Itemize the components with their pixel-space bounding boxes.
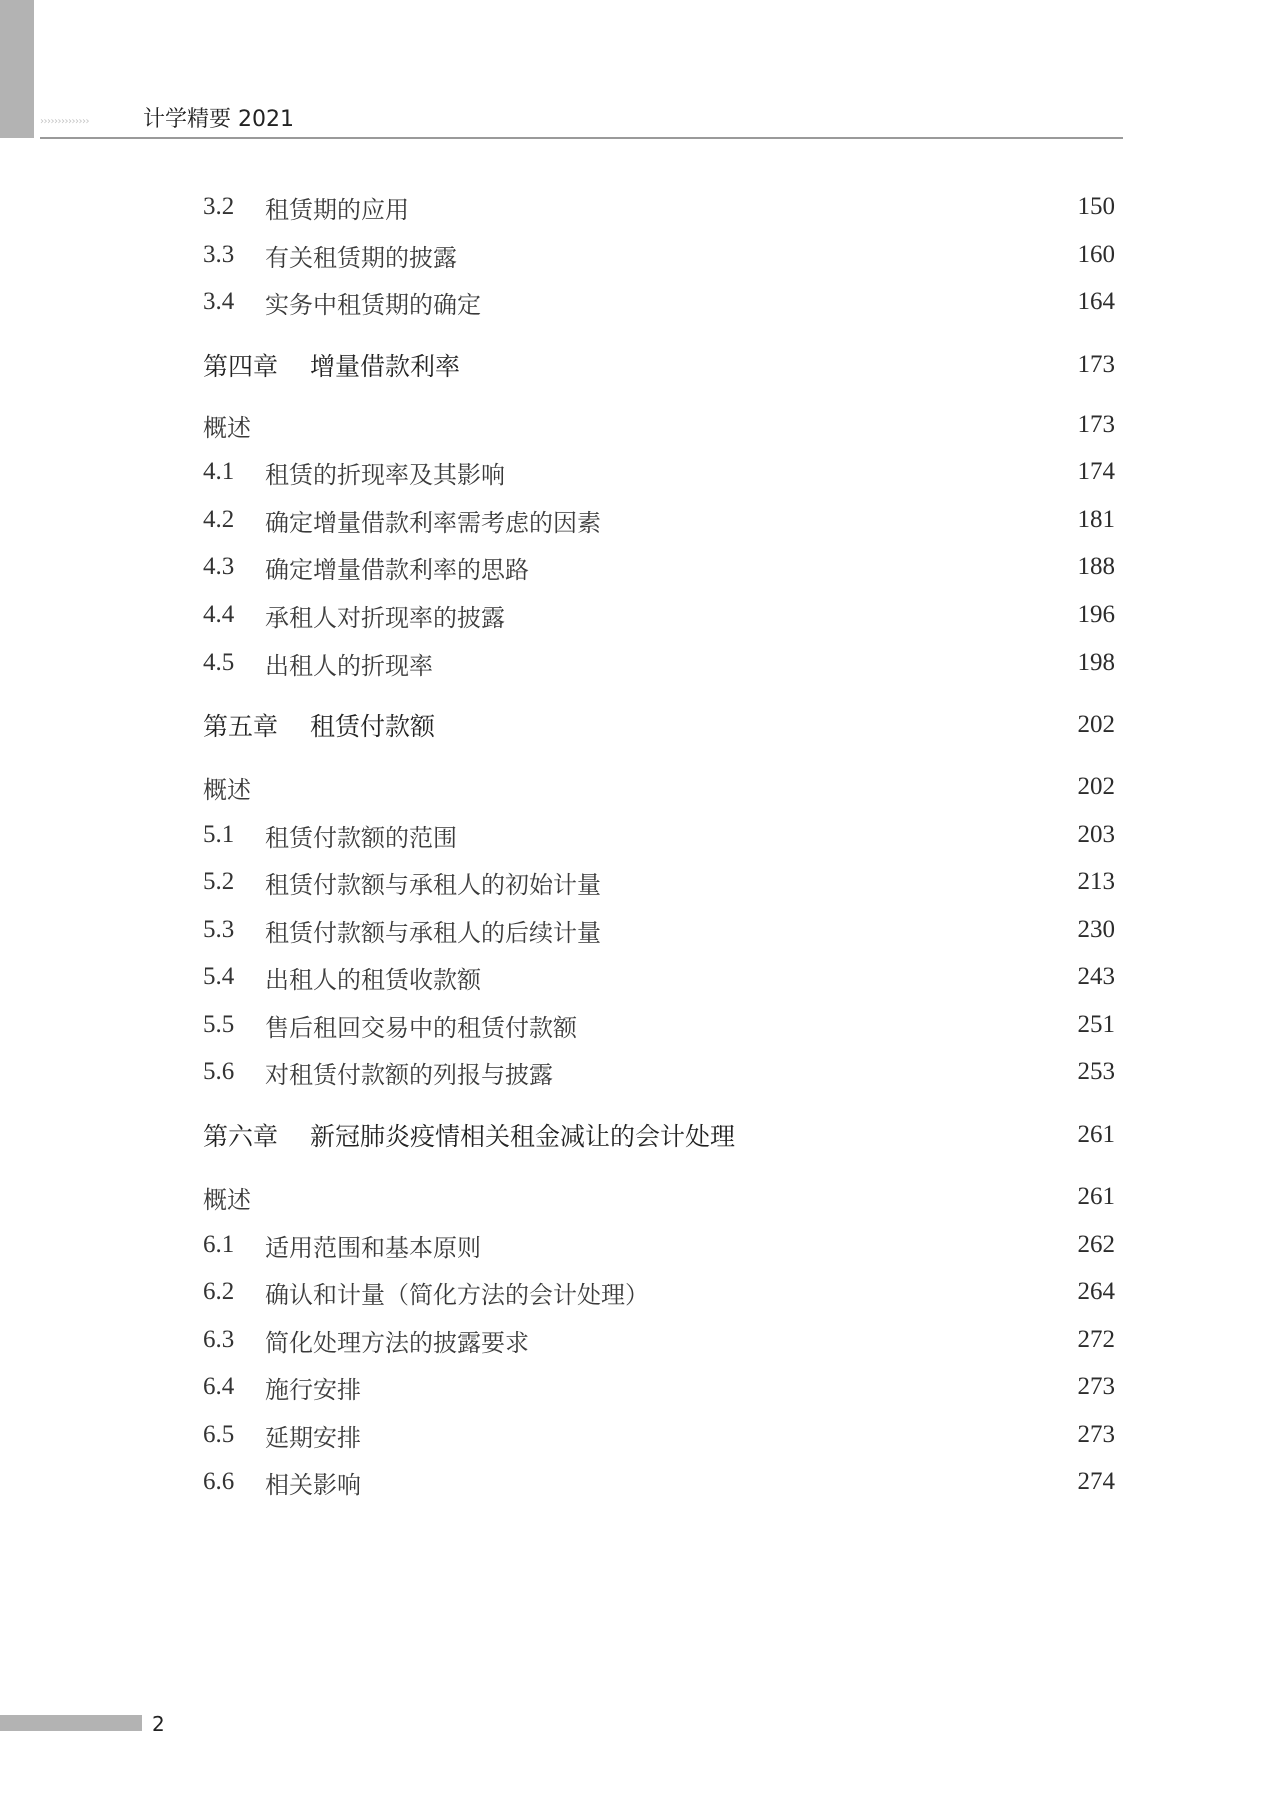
toc-section-number: 4.4 [203, 601, 235, 628]
toc-page-number: 272 [1077, 1326, 1115, 1353]
toc-page-number: 264 [1077, 1278, 1115, 1305]
side-tab-decoration [0, 0, 34, 138]
toc-section-number: 3.4 [203, 288, 235, 315]
toc-page-number: 173 [1077, 351, 1115, 378]
toc-entry-title: 新冠肺炎疫情相关租金减让的会计处理 [310, 1122, 736, 1151]
toc-section-number: 4.2 [203, 506, 235, 533]
toc-section-number: 5.4 [203, 963, 235, 990]
toc-page-number: 202 [1077, 773, 1115, 800]
toc-entry-title: 相关影响 [265, 1470, 361, 1499]
toc-page-number: 181 [1077, 506, 1115, 533]
toc-entry-title: 租赁付款额与承租人的初始计量 [265, 870, 601, 899]
toc-page-number: 251 [1077, 1011, 1115, 1038]
toc-entry-title: 租赁期的应用 [265, 195, 409, 224]
toc-entry-title: 租赁付款额的范围 [265, 823, 457, 852]
toc-section-entry[interactable] [203, 1370, 1115, 1404]
toc-entry-title: 实务中租赁期的确定 [265, 290, 481, 319]
toc-chapter-entry[interactable] [203, 348, 1115, 382]
toc-section-entry[interactable] [203, 1465, 1115, 1499]
toc-section-entry[interactable] [203, 1228, 1115, 1262]
toc-section-entry[interactable] [203, 960, 1115, 994]
toc-section-entry[interactable] [203, 1418, 1115, 1452]
toc-entry-title: 售后租回交易中的租赁付款额 [265, 1013, 577, 1042]
toc-overview-entry[interactable] [203, 1180, 1115, 1214]
toc-page-number: 150 [1077, 193, 1115, 220]
toc-page-number: 188 [1077, 553, 1115, 580]
toc-section-entry[interactable] [203, 818, 1115, 852]
header-rule [40, 137, 1123, 139]
toc-section-entry[interactable] [203, 913, 1115, 947]
toc-chapter-label: 第五章 [203, 712, 279, 741]
toc-chapter-label: 第四章 [203, 352, 279, 381]
footer-bar-decoration [0, 1715, 142, 1731]
toc-section-number: 6.4 [203, 1373, 235, 1400]
toc-page-number: 253 [1077, 1058, 1115, 1085]
toc-section-number: 6.2 [203, 1278, 235, 1305]
toc-section-number: 4.3 [203, 553, 235, 580]
toc-section-number: 3.2 [203, 193, 235, 220]
toc-page-number: 273 [1077, 1373, 1115, 1400]
toc-section-number: 6.5 [203, 1421, 235, 1448]
toc-page-number: 198 [1077, 649, 1115, 676]
toc-section-entry[interactable] [203, 1008, 1115, 1042]
toc-entry-title: 承租人对折现率的披露 [265, 603, 505, 632]
toc-page-number: 261 [1077, 1183, 1115, 1210]
toc-section-entry[interactable] [203, 503, 1115, 537]
toc-section-entry[interactable] [203, 1055, 1115, 1089]
toc-entry-title: 租赁付款额 [310, 712, 436, 741]
toc-section-entry[interactable] [203, 1323, 1115, 1357]
toc-entry-title: 延期安排 [265, 1423, 361, 1452]
toc-section-number: 5.5 [203, 1011, 235, 1038]
toc-entry-title: 简化处理方法的披露要求 [265, 1328, 529, 1357]
toc-chapter-entry[interactable] [203, 708, 1115, 742]
header-chevrons-icon: ›››››››››››››› [40, 116, 89, 127]
toc-overview-entry[interactable] [203, 408, 1115, 442]
toc-section-entry[interactable] [203, 598, 1115, 632]
toc-entry-title: 施行安排 [265, 1375, 361, 1404]
toc-entry-title: 对租赁付款额的列报与披露 [265, 1060, 553, 1089]
toc-entry-title: 租赁付款额与承租人的后续计量 [265, 918, 601, 947]
toc-entry-title: 确定增量借款利率需考虑的因素 [265, 508, 601, 537]
toc-chapter-label: 第六章 [203, 1122, 279, 1151]
toc-entry-title: 概述 [203, 1185, 251, 1214]
running-header-title: 计学精要 2021 [143, 107, 294, 132]
toc-page-number: 174 [1077, 458, 1115, 485]
toc-section-entry[interactable] [203, 455, 1115, 489]
toc-section-entry[interactable] [203, 646, 1115, 680]
toc-chapter-entry[interactable] [203, 1118, 1115, 1152]
toc-page-number: 213 [1077, 868, 1115, 895]
toc-page-number: 164 [1077, 288, 1115, 315]
toc-section-number: 6.1 [203, 1231, 235, 1258]
toc-page-number: 273 [1077, 1421, 1115, 1448]
toc-entry-title: 确认和计量（简化方法的会计处理） [265, 1280, 649, 1309]
toc-section-number: 5.1 [203, 821, 235, 848]
toc-entry-title: 有关租赁期的披露 [265, 243, 457, 272]
toc-entry-title: 确定增量借款利率的思路 [265, 555, 529, 584]
toc-entry-title: 租赁的折现率及其影响 [265, 460, 505, 489]
toc-section-number: 5.2 [203, 868, 235, 895]
toc-overview-entry[interactable] [203, 770, 1115, 804]
toc-entry-title: 概述 [203, 775, 251, 804]
toc-section-entry[interactable] [203, 238, 1115, 272]
toc-page-number: 203 [1077, 821, 1115, 848]
toc-section-entry[interactable] [203, 550, 1115, 584]
toc-page-number: 243 [1077, 963, 1115, 990]
toc-page-number: 202 [1077, 711, 1115, 738]
toc-page-number: 230 [1077, 916, 1115, 943]
toc-section-entry[interactable] [203, 190, 1115, 224]
toc-section-number: 6.6 [203, 1468, 235, 1495]
toc-page-number: 261 [1077, 1121, 1115, 1148]
toc-page-number: 196 [1077, 601, 1115, 628]
toc-section-entry[interactable] [203, 865, 1115, 899]
toc-page-number: 262 [1077, 1231, 1115, 1258]
toc-section-number: 6.3 [203, 1326, 235, 1353]
toc-entry-title: 增量借款利率 [310, 352, 461, 381]
toc-entry-title: 概述 [203, 413, 251, 442]
toc-section-number: 5.6 [203, 1058, 235, 1085]
toc-page-number: 160 [1077, 241, 1115, 268]
toc-section-number: 3.3 [203, 241, 235, 268]
toc-section-entry[interactable] [203, 285, 1115, 319]
toc-page-number: 173 [1077, 411, 1115, 438]
toc-section-number: 4.1 [203, 458, 235, 485]
toc-page-number: 274 [1077, 1468, 1115, 1495]
toc-entry-title: 出租人的折现率 [265, 651, 433, 680]
toc-section-number: 5.3 [203, 916, 235, 943]
page-number: 2 [152, 1712, 165, 1736]
toc-section-entry[interactable] [203, 1275, 1115, 1309]
toc-entry-title: 出租人的租赁收款额 [265, 965, 481, 994]
toc-entry-title: 适用范围和基本原则 [265, 1233, 481, 1262]
toc-section-number: 4.5 [203, 649, 235, 676]
